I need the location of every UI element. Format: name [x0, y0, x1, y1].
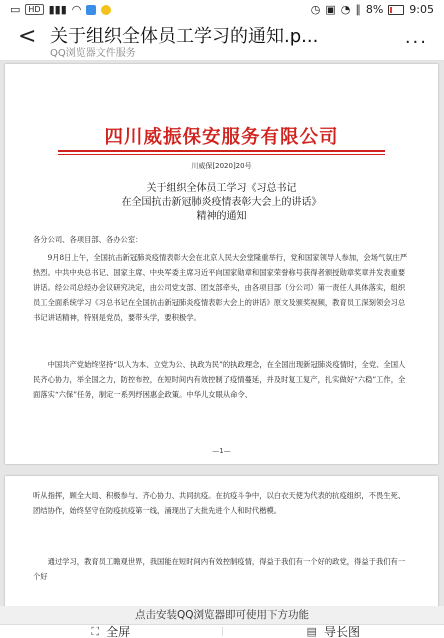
- company-header: 四川威振保安服务有限公司: [104, 127, 339, 148]
- document-paragraph-2: [33, 357, 410, 402]
- more-icon[interactable]: ...: [404, 27, 428, 48]
- paragraph-4-text: 通过学习，教育员工瞻观世界，我国能在短时间内有效控制疫情，得益于我们有一个好的政党，得益于我们有一个好: [33, 557, 406, 581]
- salutation-text: 各分公司、各项目部、各办公室：: [33, 235, 143, 244]
- page-number: —1—: [212, 447, 231, 455]
- signal-icon: ▮▮▮: [48, 3, 67, 16]
- clock-time: 9:05: [409, 3, 434, 16]
- document-page-2: [5, 476, 438, 606]
- document-salutation: [33, 232, 410, 247]
- message-icon: ▭: [10, 3, 21, 16]
- fullscreen-icon: ⛶: [91, 625, 100, 638]
- paragraph-3-text: 听从指挥，顾全大局、积极参与、齐心协力、共同抗疫。在抗疫斗争中，以白衣天使为代表的抗疫组织，不畏生死、团结协作，始终坚守在防疫抗疫第一线，涌现出了大批先进个人和时代楷模。: [33, 491, 406, 515]
- document-title: [5, 182, 438, 224]
- document-number: 川威保[2020]20号: [191, 162, 252, 170]
- status-bar: [0, 0, 444, 19]
- document-paragraph-4: [33, 554, 410, 584]
- document-title-line-2: 在全国抗击新冠肺炎疫情表彰大会上的讲话》: [121, 197, 322, 208]
- alarm-icon: ◷: [310, 3, 321, 16]
- long-image-icon: ▤: [306, 625, 317, 638]
- page-subtitle: QQ浏览器文件服务: [50, 48, 136, 59]
- red-divider-thick: [58, 150, 385, 152]
- document-title-line-3: 精神的通知: [196, 211, 247, 222]
- red-divider-thin: [58, 154, 385, 155]
- page-title: 关于组织全体员工学习的通知.p...: [50, 26, 319, 47]
- app-notification-icon: [86, 5, 96, 15]
- paragraph-2-text: 中国共产党始终坚持“以人为本、立党为公、执政为民”的执政理念，在全国出现新冠肺炎疫情时，全党、全国人民齐心协力，举全国之力，防控布控，在短时间内有效控制了疫情蔓延，并及时复工复产，扎实做好“六稳”工作，全面落实“六保”任务，制定一系列纾困惠企政策。中华儿女眼从命令、: [33, 360, 406, 399]
- do-not-disturb-icon: ◔: [340, 3, 351, 16]
- document-viewer[interactable]: [0, 61, 444, 606]
- battery-icon: [388, 5, 404, 15]
- status-bar-right: [311, 3, 434, 16]
- document-paragraph-3: [33, 488, 410, 518]
- vibrate-icon: ∥: [355, 3, 361, 16]
- document-paragraph-1: [33, 250, 410, 325]
- wifi-icon: ◠: [71, 3, 82, 16]
- bottom-toolbar: [0, 624, 444, 638]
- fullscreen-button[interactable]: [0, 625, 222, 638]
- install-banner[interactable]: 点击安装QQ浏览器即可使用下方功能: [0, 606, 444, 624]
- fullscreen-label: 全屏: [106, 625, 131, 638]
- back-icon[interactable]: <: [18, 24, 37, 49]
- title-bar: [0, 19, 444, 61]
- hd-badge-icon: HD: [25, 4, 43, 15]
- document-title-line-1: 关于组织全体员工学习《习总书记: [146, 183, 297, 194]
- long-image-label: 导长图: [323, 625, 360, 638]
- nfc-icon: ▣: [325, 3, 336, 16]
- document-page-1: [5, 64, 438, 464]
- app-notification-icon-2: [101, 5, 111, 15]
- status-bar-left: [10, 4, 111, 15]
- battery-percent: 8%: [365, 3, 384, 16]
- long-image-button[interactable]: [223, 625, 444, 638]
- paragraph-1-text: 9月8日上午，全国抗击新冠肺炎疫情表彰大会在北京人民大会堂隆重举行，党和国家领导人参加，会场气氛庄严热烈。中共中央总书记、国家主席、中央军委主席习近平向国家勋章和国家荣誉称号获得者颁授勋章奖章并发表重要讲话。经公司总经办会议研究决定，由公司党支部、团支部牵头，由各项目部（分公司）第一责任人具体落实，组织员工全面系统学习《习总书记在全国抗击新冠肺炎疫情表彰大会上的讲话》原文及颁奖视频，教育员工深刻领会习总书记讲话精神，特别是党员，要带头学，要积极学。: [33, 253, 408, 322]
